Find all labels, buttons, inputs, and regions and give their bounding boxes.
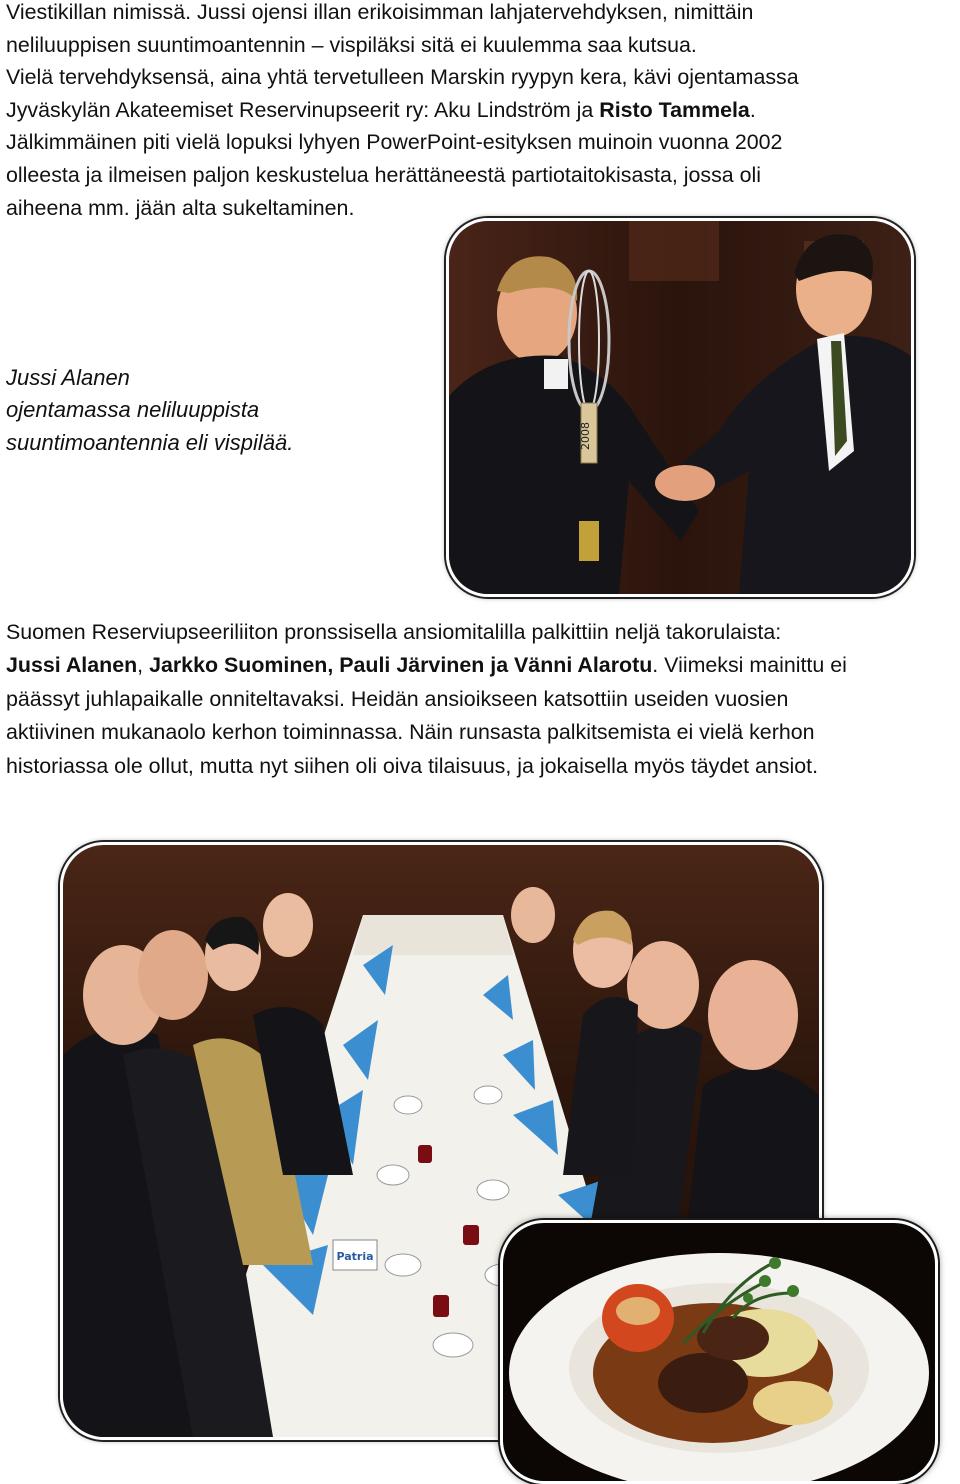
- handshake-illustration: [449, 221, 911, 594]
- photo-caption: [6, 362, 293, 459]
- dish-photo: [500, 1220, 938, 1484]
- text-line: aiheena mm. jään alta sukeltaminen.: [6, 195, 355, 220]
- text-line: Vielä tervehdyksensä, aina yhtä tervetulleen Marskin ryypyn kera, kävi ojentamassa: [6, 65, 799, 90]
- text-line: päässyt juhlapaikalle onniteltavaksi. Heidän ansioikseen katsottiin useiden vuosien: [6, 686, 789, 711]
- text-segment: ,: [137, 653, 150, 678]
- caption-line: Jussi Alanen: [6, 365, 130, 390]
- dish-illustration: [503, 1223, 935, 1481]
- text-line: Suomen Reserviupseeriliiton pronssisella ansiomitalilla palkittiin neljä takorulaista:: [6, 620, 782, 644]
- paragraph-intro: [6, 0, 799, 224]
- text-line: [6, 649, 847, 682]
- text-segment: .: [749, 97, 756, 122]
- bold-name: Risto Tammela: [599, 97, 750, 122]
- text-line: historiassa ole ollut, mutta nyt siihen oli oiva tilaisuus, ja jokaisella myös täydet ansiot.: [6, 753, 819, 778]
- paragraph-awards: [6, 616, 847, 783]
- caption-line: suuntimoantennia eli vispilää.: [6, 429, 294, 455]
- text-line: Jälkimmäinen piti vielä lopuksi lyhyen PowerPoint-esityksen muinoin vuonna 2002: [6, 130, 783, 155]
- table-sign: Patria: [336, 1250, 374, 1263]
- caption-line: ojentamassa neliluuppista: [6, 397, 260, 423]
- text-line: Viestikillan nimissä. Jussi ojensi illan erikoisimman lahjatervehdyksen, nimittäin: [6, 0, 754, 24]
- whisk-label: 2008: [579, 422, 592, 450]
- handshake-photo: [446, 218, 914, 597]
- text-segment: Jyväskylän Akateemiset Reservinupseerit ry: Aku Lindström ja: [6, 97, 600, 122]
- awardee-name: Jussi Alanen: [6, 653, 138, 678]
- awardee-names: Jarkko Suominen, Pauli Järvinen ja Vänni Alarotu: [149, 653, 653, 678]
- text-line: neliluuppisen suuntimoantennin – vispiläksi sitä ei kuulemma saa kutsua.: [6, 32, 697, 57]
- text-line: [6, 94, 799, 127]
- text-line: olleesta ja ilmeisen paljon keskustelua herättäneestä partiotaitokisasta, jossa oli: [6, 162, 762, 187]
- text-line: aktiivinen mukanaolo kerhon toiminnassa. Näin runsasta palkitsemista ei vielä kerhon: [6, 720, 815, 745]
- text-segment: . Viimeksi mainittu ei: [652, 653, 847, 678]
